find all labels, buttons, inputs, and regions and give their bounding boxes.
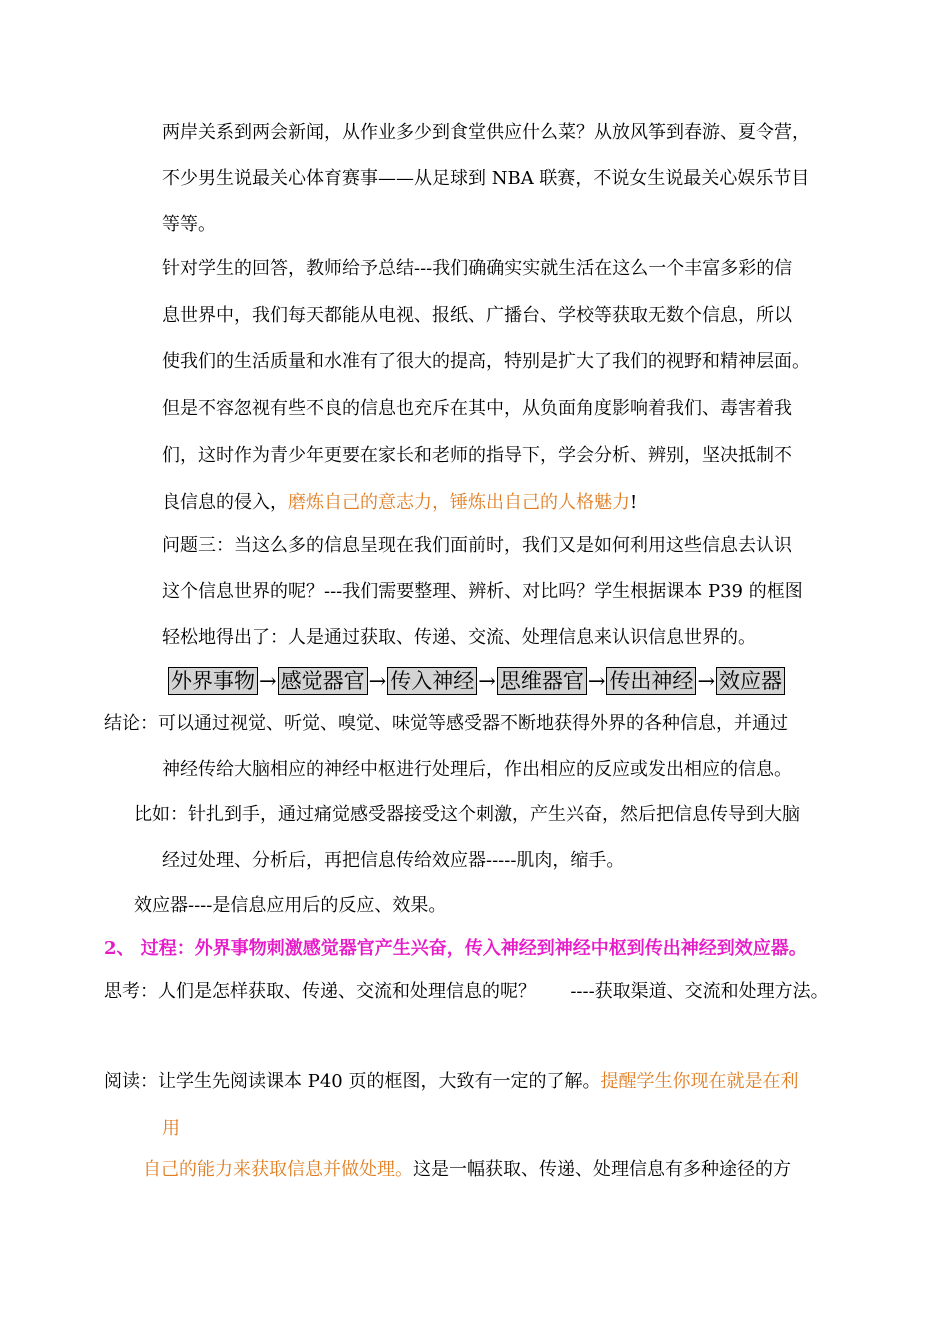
conclusion-line: 神经传给大脑相应的神经中枢进行处理后，作出相应的反应或发出相应的信息。: [162, 759, 792, 780]
example-line: 经过处理、分析后，再把信息传给效应器-----肌肉，缩手。: [162, 850, 625, 871]
text-run: !: [630, 492, 638, 513]
highlight-text: 磨炼自己的意志力，锤炼出自己的人格魅力: [288, 492, 630, 513]
flow-box: 传入神经: [387, 667, 477, 695]
flow-box: 思维器官: [497, 667, 587, 695]
flow-box: 传出神经: [606, 667, 696, 695]
paragraph-line: 问题三：当这么多的信息呈现在我们面前时，我们又是如何利用这些信息去认识: [162, 535, 792, 556]
reading-line: [143, 1158, 791, 1182]
paragraph-line: 针对学生的回答，教师给予总结---我们确确实实就生活在这么一个丰富多彩的信: [162, 258, 793, 279]
flow-box: 效应器: [716, 667, 785, 695]
flow-box: 感觉器官: [278, 667, 368, 695]
paragraph-line: 轻松地得出了：人是通过获取、传递、交流、处理信息来认识信息世界的。: [162, 627, 756, 648]
arrow-icon: →: [697, 669, 716, 693]
arrow-icon: →: [587, 669, 606, 693]
paragraph-line: 两岸关系到两会新闻，从作业多少到食堂供应什么菜？从放风筝到春游、夏令营，: [162, 122, 810, 143]
paragraph-line: 们，这时作为青少年更要在家长和老师的指导下，学会分析、辨别，坚决抵制不: [162, 445, 792, 466]
example-line: 比如：针扎到手，通过痛觉感受器接受这个刺激，产生兴奋，然后把信息传导到大脑: [134, 804, 800, 825]
arrow-icon: →: [259, 669, 277, 693]
paragraph-line: 使我们的生活质量和水准有了很大的提高，特别是扩大了我们的视野和精神层面。: [162, 351, 810, 372]
highlight-text: 提醒学生你现在就是在利: [600, 1071, 799, 1092]
flow-box: 外界事物: [168, 667, 258, 695]
conclusion-line: 结论：可以通过视觉、听觉、嗅觉、味觉等感受器不断地获得外界的各种信息，并通过: [104, 713, 788, 734]
paragraph-line: 息世界中，我们每天都能从电视、报纸、广播台、学校等获取无数个信息，所以: [162, 305, 792, 326]
paragraph-line: 不少男生说最关心体育赛事——从足球到 NBA 联赛，不说女生说最关心娱乐节目: [162, 168, 810, 189]
arrow-icon: →: [368, 669, 387, 693]
text-run: 这是一幅获取、传递、处理信息有多种途径的方: [413, 1159, 791, 1180]
think-line: 思考：人们是怎样获取、传递、交流和处理信息的呢？ ----获取渠道、交流和处理方法。: [104, 981, 829, 1002]
process-heading: 2、 过程：外界事物刺激感觉器官产生兴奋，传入神经到神经中枢到传出神经到效应器。: [104, 938, 807, 959]
paragraph-line: 等等。: [162, 214, 216, 235]
paragraph-line: 这个信息世界的呢？---我们需要整理、辨析、对比吗？学生根据课本 P39 的框图: [162, 581, 803, 602]
text-run: 阅读：让学生先阅读课本 P40 页的框图，大致有一定的了解。: [104, 1071, 601, 1092]
text-run: 良信息的侵入，: [162, 492, 288, 513]
reading-line: [104, 1070, 798, 1094]
arrow-icon: →: [478, 669, 496, 693]
reading-line: 用: [162, 1118, 180, 1139]
paragraph-line: [162, 491, 637, 515]
flow-diagram: [168, 667, 785, 695]
paragraph-line: 但是不容忽视有些不良的信息也充斥在其中，从负面角度影响着我们、毒害着我: [162, 398, 792, 419]
definition-line: 效应器----是信息应用后的反应、效果。: [134, 895, 447, 916]
highlight-text: 自己的能力来获取信息并做处理。: [143, 1159, 413, 1180]
